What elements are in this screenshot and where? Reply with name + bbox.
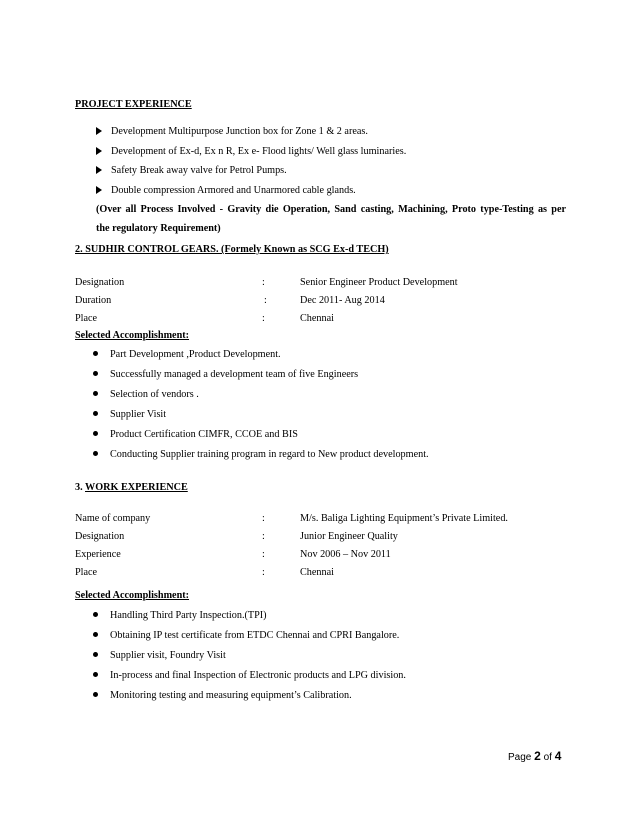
field-separator: : xyxy=(262,567,265,578)
bullet-icon xyxy=(93,411,98,416)
field-value: Junior Engineer Quality xyxy=(300,531,398,542)
list-item: Product Certification CIMFR, CCOE and BIS xyxy=(93,430,298,440)
bullet-icon xyxy=(93,371,98,376)
bullet-icon xyxy=(93,652,98,657)
bullet-icon xyxy=(93,612,98,617)
page-number: Page 2 of 4 xyxy=(508,749,562,763)
field-value: Dec 2011- Aug 2014 xyxy=(300,295,385,306)
field-separator: : xyxy=(262,277,265,288)
list-item: Handling Third Party Inspection.(TPI) xyxy=(93,611,267,621)
section-heading-work-experience: 3. WORK EXPERIENCE xyxy=(75,482,188,493)
field-separator: : xyxy=(262,531,265,542)
list-item: Development of Ex-d, Ex n R, Ex e- Flood lights/ Well glass luminaries. xyxy=(96,147,406,157)
process-note-line1: (Over all Process Involved - Gravity die Operation, Sand casting, Machining, Proto type-Testing as per xyxy=(96,204,566,215)
arrow-bullet-icon xyxy=(96,186,102,194)
arrow-bullet-icon xyxy=(96,127,102,135)
field-value: Chennai xyxy=(300,313,334,324)
arrow-bullet-icon xyxy=(96,166,102,174)
list-item: Supplier visit, Foundry Visit xyxy=(93,651,226,661)
bullet-icon xyxy=(93,431,98,436)
list-item: Part Development ,Product Development. xyxy=(93,350,281,360)
field-label: Place xyxy=(75,567,98,578)
field-value: Senior Engineer Product Development xyxy=(300,277,458,288)
field-separator: : xyxy=(262,513,265,524)
field-separator: : xyxy=(264,295,267,306)
field-value: Nov 2006 – Nov 2011 xyxy=(300,549,391,560)
list-item: Selection of vendors . xyxy=(93,390,199,400)
section-heading-sudhir-control-gears: 2. SUDHIR CONTROL GEARS. (Formely Known as SCG Ex-d TECH) xyxy=(75,244,389,255)
field-separator: : xyxy=(262,313,265,324)
list-item: Double compression Armored and Unarmored cable glands. xyxy=(96,186,356,196)
bullet-icon xyxy=(93,692,98,697)
list-item: Conducting Supplier training program in regard to New product development. xyxy=(93,450,429,460)
field-value: Chennai xyxy=(300,567,334,578)
list-item: Safety Break away valve for Petrol Pumps. xyxy=(96,166,287,176)
list-item: Development Multipurpose Junction box for Zone 1 & 2 areas. xyxy=(96,127,368,137)
bullet-icon xyxy=(93,632,98,637)
accomplishment-heading: Selected Accomplishment: xyxy=(75,590,190,601)
process-note-line2: the regulatory Requirement) xyxy=(96,223,221,234)
bullet-icon xyxy=(93,672,98,677)
bullet-icon xyxy=(93,391,98,396)
list-item: Successfully managed a development team of five Engineers xyxy=(93,370,358,380)
field-label: Designation xyxy=(75,277,125,288)
section-heading-project-experience: PROJECT EXPERIENCE xyxy=(75,99,192,110)
field-label: Place xyxy=(75,313,98,324)
list-item: In-process and final Inspection of Electronic products and LPG division. xyxy=(93,671,406,681)
field-value: M/s. Baliga Lighting Equipment’s Private Limited. xyxy=(300,513,508,524)
field-label: Name of company xyxy=(75,513,151,524)
field-label: Designation xyxy=(75,531,125,542)
field-label: Duration xyxy=(75,295,112,306)
list-item: Supplier Visit xyxy=(93,410,166,420)
list-item: Monitoring testing and measuring equipment’s Calibration. xyxy=(93,691,352,701)
field-separator: : xyxy=(262,549,265,560)
arrow-bullet-icon xyxy=(96,147,102,155)
field-label: Experience xyxy=(75,549,121,560)
list-item: Obtaining IP test certificate from ETDC Chennai and CPRI Bangalore. xyxy=(93,631,399,641)
bullet-icon xyxy=(93,351,98,356)
accomplishment-heading: Selected Accomplishment: xyxy=(75,330,190,341)
bullet-icon xyxy=(93,451,98,456)
